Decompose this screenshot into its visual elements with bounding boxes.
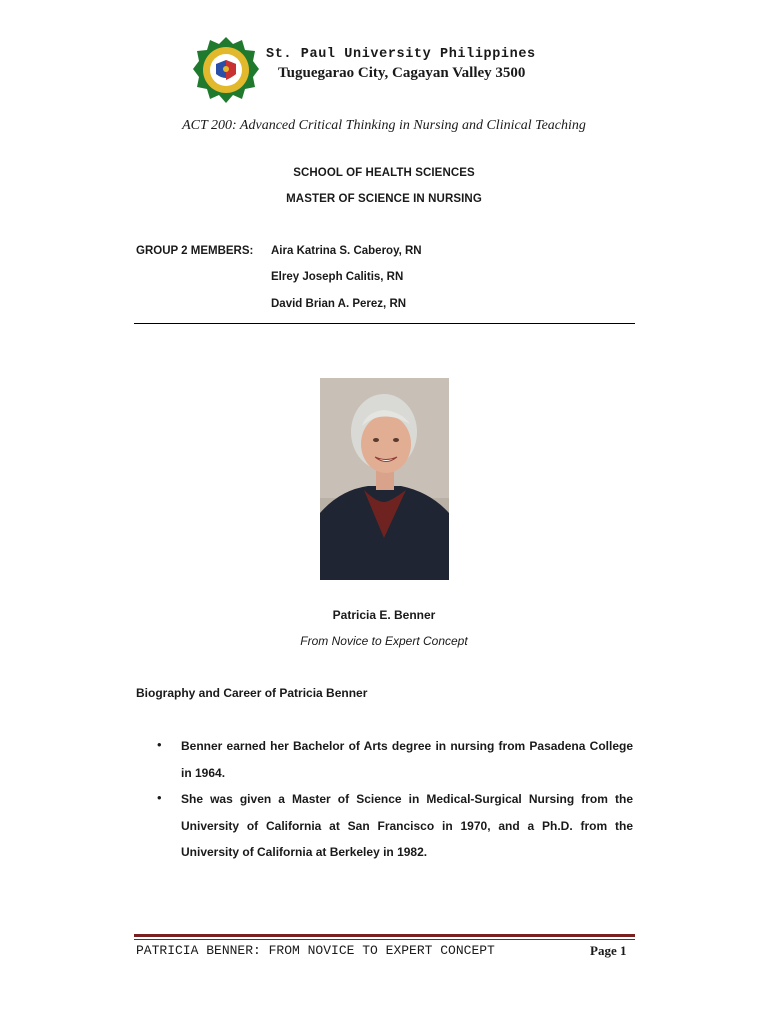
group-member: Aira Katrina S. Caberoy, RN bbox=[271, 245, 422, 257]
footer-rule bbox=[134, 934, 635, 937]
bullet-paragraph: She was given a Master of Science in Medical-Surgical Nursing from the University of California at San Francisco in 1970, and a Ph.D. from the University of California at Berkeley in 1982. bbox=[181, 792, 633, 859]
course-title: ACT 200: Advanced Critical Thinking in Nursing and Clinical Teaching bbox=[182, 118, 586, 133]
section-heading: Biography and Career of Patricia Benner bbox=[136, 686, 368, 700]
header-divider bbox=[134, 323, 635, 324]
university-seal bbox=[192, 36, 260, 104]
group-member: Elrey Joseph Calitis, RN bbox=[271, 271, 404, 283]
photo-caption-name: Patricia E. Benner bbox=[332, 608, 436, 622]
university-address: Tuguegarao City, Cagayan Valley 3500 bbox=[278, 65, 526, 81]
page-number: Page 1 bbox=[590, 943, 627, 958]
footer-rule-thin bbox=[134, 939, 635, 940]
bullet-paragraph: Benner earned her Bachelor of Arts degree in nursing from Pasadena College in 1964. bbox=[181, 739, 633, 780]
group-label: GROUP 2 MEMBERS: bbox=[136, 245, 254, 257]
footer-title: PATRICIA BENNER: FROM NOVICE TO EXPERT CONCEPT bbox=[136, 943, 495, 958]
program-name: MASTER OF SCIENCE IN NURSING bbox=[286, 193, 482, 205]
bullet-icon: • bbox=[157, 737, 162, 752]
university-name: St. Paul University Philippines bbox=[266, 47, 536, 62]
portrait-photo bbox=[320, 378, 449, 580]
group-member: David Brian A. Perez, RN bbox=[271, 298, 407, 310]
school-name: SCHOOL OF HEALTH SCIENCES bbox=[293, 167, 475, 179]
bullet-icon: • bbox=[157, 790, 162, 805]
photo-caption-subtitle: From Novice to Expert Concept bbox=[300, 634, 468, 648]
